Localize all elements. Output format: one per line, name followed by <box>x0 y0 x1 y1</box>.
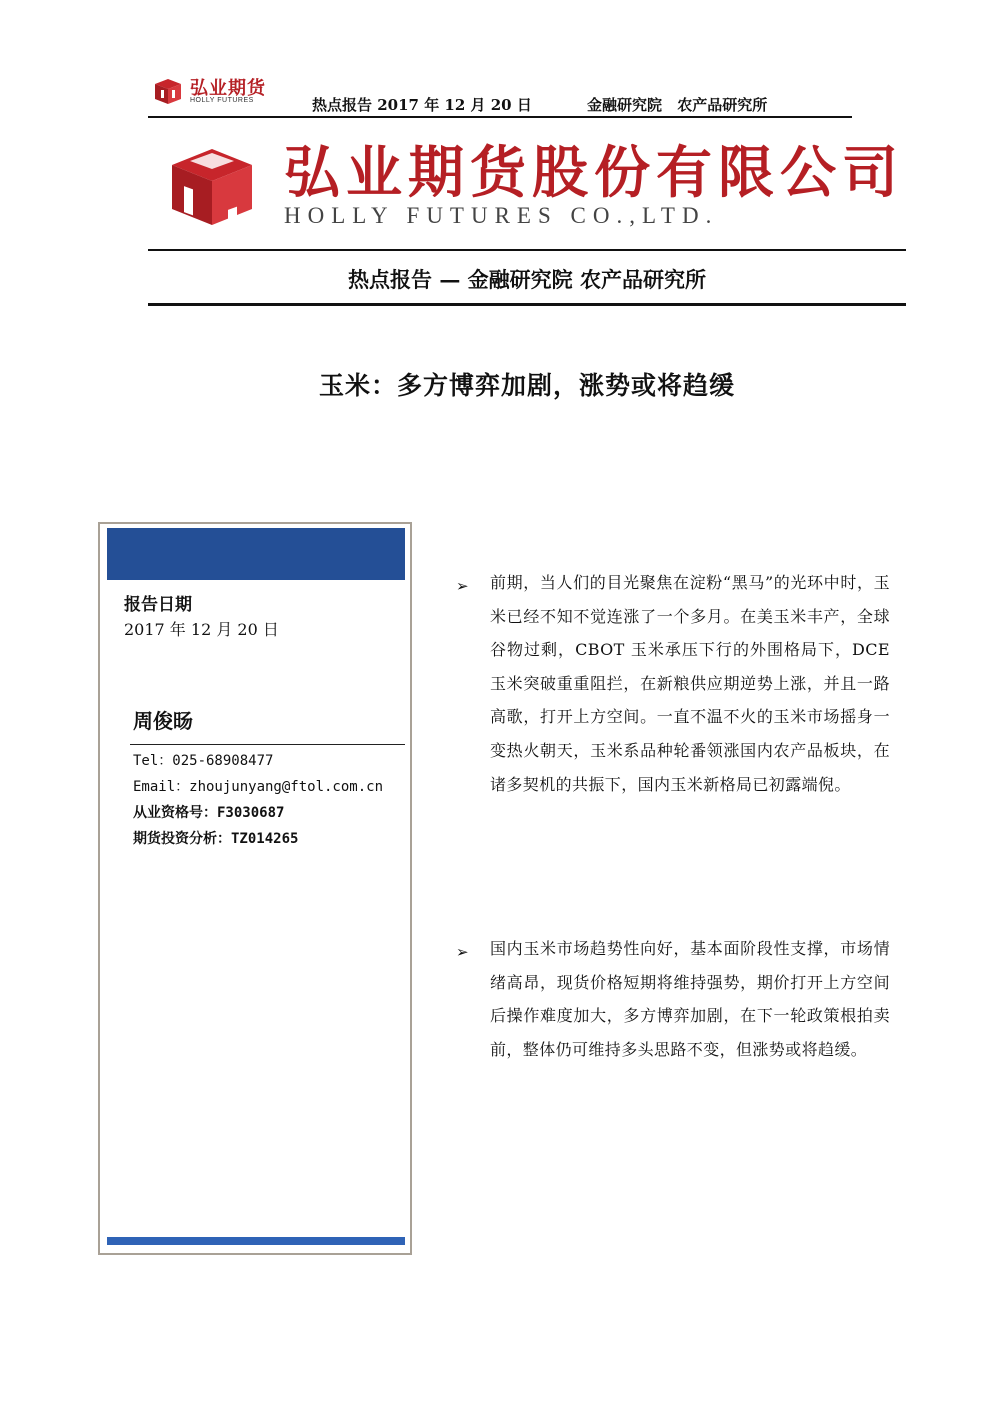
company-name-english: HOLLY FUTURES CO.,LTD. <box>284 203 719 228</box>
report-date-label: 报告日期 <box>124 595 192 615</box>
sidebar-footer-bar <box>107 1237 405 1245</box>
author-divider <box>130 744 405 745</box>
author-email: Email：zhoujunyang@ftol.com.cn <box>133 779 384 795</box>
bullet-arrow-icon: ➢ <box>456 943 469 961</box>
analyst-license: 期货投资分析：TZ014265 <box>133 831 299 847</box>
header-department: 金融研究院 农产品研究所 <box>587 96 768 114</box>
summary-paragraph: 国内玉米市场趋势性向好，基本面阶段性支撑，市场情绪高昂，现货价格短期将维持强势，期价打开上方空间后操作难度加大，多方博弈加剧，在下一轮政策根拍卖前，整体仍可维持多头思路不变，但涨势或将趋缓。 <box>490 939 890 1059</box>
band-bottom-rule <box>148 303 906 306</box>
report-date-value: 2017 年 12 月 20 日 <box>124 620 279 639</box>
summary-paragraph: 前期，当人们的目光聚焦在淀粉“黑马”的光环中时，玉米已经不知不觉连涨了一个多月。在美玉米丰产，全球谷物过剩，CBOT 玉米承压下行的外围格局下，DCE 玉米突破重重阻拦，在新粮供应期逆势上涨，并且一路高歌，打开上方空间。一直不温不火的玉米市场摇身一变热火朝天，玉米系品种轮番领涨国内农产品板块，在诸多契机的共振下，国内玉米新格局已初露端倪。 <box>490 573 890 794</box>
author-name: 周俊旸 <box>133 709 193 733</box>
report-band-text: 热点报告 — 金融研究院 农产品研究所 <box>348 267 706 292</box>
company-cube-logo-icon <box>170 143 254 227</box>
band-top-rule <box>148 249 906 251</box>
bullet-arrow-icon: ➢ <box>456 577 469 595</box>
qualification-number: 从业资格号：F3030687 <box>133 805 285 821</box>
header-divider <box>148 116 852 118</box>
company-logo-icon <box>153 76 183 106</box>
report-title: 玉米：多方博弈加剧，涨势或将趋缓 <box>318 371 735 400</box>
sidebar-header-bar <box>107 528 405 580</box>
logo-english-text: HOLLY FUTURES <box>190 97 254 104</box>
header-report-date: 热点报告 2017 年 12 月 20 日 <box>312 96 532 114</box>
logo-chinese-text: 弘业期货 <box>190 78 266 99</box>
company-name-chinese: 弘业期货股份有限公司 <box>284 140 904 206</box>
author-phone: Tel：025-68908477 <box>133 753 274 769</box>
